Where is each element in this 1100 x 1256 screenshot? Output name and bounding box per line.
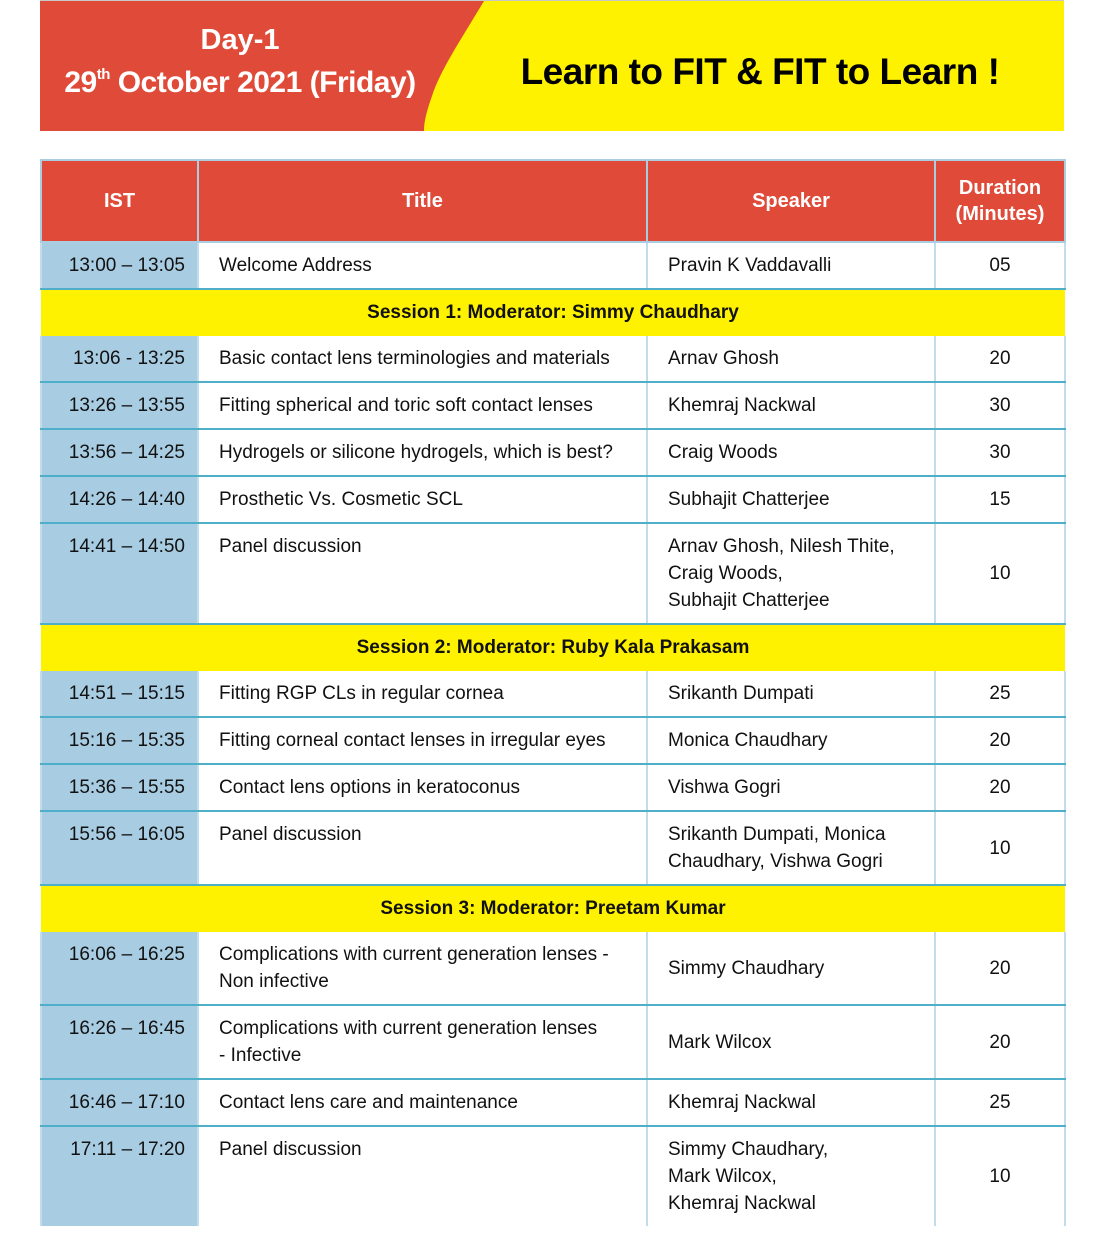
session-header-row (41, 885, 1065, 932)
time-cell: 16:46 – 17:10 (41, 1079, 198, 1126)
speaker-line: Simmy Chaudhary, (668, 1139, 829, 1160)
event-tagline: Learn to FIT & FIT to Learn ! (520, 51, 1000, 92)
table-row-opening (41, 242, 1065, 289)
time-cell: 16:26 – 16:45 (41, 1005, 198, 1079)
title-cell: Welcome Address (198, 242, 647, 289)
title-line: Complications with current generation lenses (219, 1018, 598, 1039)
session-moderator-label: Session 1: Moderator: Simmy Chaudhary (41, 289, 1065, 336)
title-line: Complications with current generation lenses - (219, 944, 609, 965)
table-row (41, 336, 1065, 382)
speaker-cell: Mark Wilcox (647, 1005, 935, 1079)
speaker-line: Chaudhary, Vishwa Gogri (668, 851, 883, 872)
header-duration-line2: (Minutes) (955, 203, 1045, 225)
speaker-line: Srikanth Dumpati, Monica (668, 824, 886, 845)
speaker-line: Craig Woods, (668, 563, 783, 584)
duration-cell: 10 (935, 1126, 1065, 1226)
title-cell: Prosthetic Vs. Cosmetic SCL (198, 476, 647, 523)
duration-cell: 25 (935, 671, 1065, 717)
speaker-cell: Craig Woods (647, 429, 935, 476)
time-cell: 17:11 – 17:20 (41, 1126, 198, 1226)
table-row (41, 382, 1065, 429)
speaker-line: Subhajit Chatterjee (668, 590, 830, 611)
duration-cell: 20 (935, 764, 1065, 811)
duration-cell: 05 (935, 242, 1065, 289)
time-cell: 13:06 - 13:25 (41, 336, 198, 382)
event-banner (40, 0, 1064, 131)
day-label: Day-1 (200, 24, 280, 56)
date-suffix: th (96, 66, 110, 83)
header-row (41, 160, 1065, 242)
table-row (41, 932, 1065, 1005)
time-cell: 14:26 – 14:40 (41, 476, 198, 523)
speaker-cell: Monica Chaudhary (647, 717, 935, 764)
table-row (41, 717, 1065, 764)
table-row (41, 811, 1065, 885)
time-cell: 14:51 – 15:15 (41, 671, 198, 717)
duration-cell: 20 (935, 1005, 1065, 1079)
time-cell: 13:56 – 14:25 (41, 429, 198, 476)
title-cell (198, 932, 647, 1005)
speaker-cell (647, 523, 935, 624)
speaker-cell: Simmy Chaudhary (647, 932, 935, 1005)
time-cell: 13:26 – 13:55 (41, 382, 198, 429)
title-cell: Panel discussion (198, 523, 647, 624)
title-cell: Hydrogels or silicone hydrogels, which is best? (198, 429, 647, 476)
table-row (41, 671, 1065, 717)
header-duration (935, 160, 1065, 242)
speaker-cell: Arnav Ghosh (647, 336, 935, 382)
header-title: Title (198, 160, 647, 242)
date-rest: October 2021 (Friday) (109, 66, 416, 99)
session-moderator-label: Session 3: Moderator: Preetam Kumar (41, 885, 1065, 932)
time-cell: 13:00 – 13:05 (41, 242, 198, 289)
speaker-cell: Khemraj Nackwal (647, 1079, 935, 1126)
duration-cell: 10 (935, 523, 1065, 624)
title-cell: Fitting spherical and toric soft contact lenses (198, 382, 647, 429)
header-duration-line1: Duration (958, 177, 1042, 199)
table-row (41, 1005, 1065, 1079)
table-row (41, 764, 1065, 811)
session-header-row (41, 289, 1065, 336)
title-cell: Basic contact lens terminologies and materials (198, 336, 647, 382)
time-cell: 15:36 – 15:55 (41, 764, 198, 811)
table-row (41, 476, 1065, 523)
day-date-block (40, 21, 440, 107)
time-cell: 15:16 – 15:35 (41, 717, 198, 764)
time-cell: 14:41 – 14:50 (41, 523, 198, 624)
event-date (40, 59, 440, 107)
title-cell: Fitting corneal contact lenses in irregular eyes (198, 717, 647, 764)
table-row (41, 1126, 1065, 1226)
title-line: - Infective (219, 1045, 302, 1066)
table-row (41, 1079, 1065, 1126)
title-cell (198, 1005, 647, 1079)
session-moderator-label: Session 2: Moderator: Ruby Kala Prakasam (41, 624, 1065, 671)
speaker-line: Arnav Ghosh, Nilesh Thite, (668, 536, 895, 557)
header-ist: IST (41, 160, 198, 242)
title-cell: Contact lens care and maintenance (198, 1079, 647, 1126)
title-cell: Fitting RGP CLs in regular cornea (198, 671, 647, 717)
title-cell: Contact lens options in keratoconus (198, 764, 647, 811)
speaker-cell (647, 811, 935, 885)
duration-cell: 30 (935, 429, 1065, 476)
speaker-cell: Vishwa Gogri (647, 764, 935, 811)
title-line: Non infective (219, 971, 329, 992)
speaker-cell: Pravin K Vaddavalli (647, 242, 935, 289)
speaker-line: Khemraj Nackwal (668, 1193, 816, 1214)
speaker-line: Mark Wilcox, (668, 1166, 777, 1187)
duration-cell: 20 (935, 932, 1065, 1005)
speaker-cell (647, 1126, 935, 1226)
date-day: 29 (64, 66, 97, 99)
duration-cell: 10 (935, 811, 1065, 885)
duration-cell: 15 (935, 476, 1065, 523)
speaker-cell: Khemraj Nackwal (647, 382, 935, 429)
time-cell: 15:56 – 16:05 (41, 811, 198, 885)
title-cell: Panel discussion (198, 811, 647, 885)
agenda-table (40, 159, 1066, 1226)
duration-cell: 30 (935, 382, 1065, 429)
header-speaker: Speaker (647, 160, 935, 242)
table-row (41, 429, 1065, 476)
duration-cell: 20 (935, 336, 1065, 382)
title-cell: Panel discussion (198, 1126, 647, 1226)
speaker-cell: Subhajit Chatterjee (647, 476, 935, 523)
speaker-cell: Srikanth Dumpati (647, 671, 935, 717)
session-header-row (41, 624, 1065, 671)
duration-cell: 20 (935, 717, 1065, 764)
duration-cell: 25 (935, 1079, 1065, 1126)
time-cell: 16:06 – 16:25 (41, 932, 198, 1005)
table-row (41, 523, 1065, 624)
